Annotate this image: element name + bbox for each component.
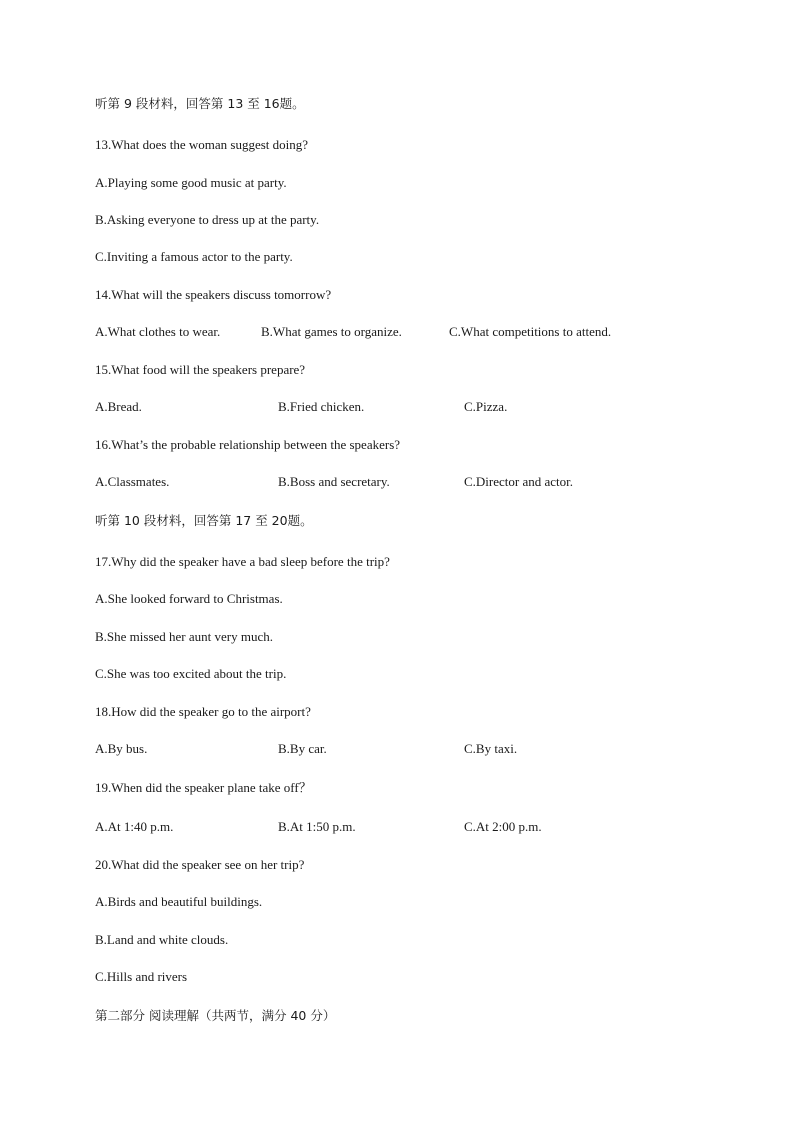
question-15-option-b: B.Fried chicken. [278, 399, 365, 414]
question-19-option-a: A.At 1:40 p.m. [95, 819, 174, 834]
question-20-stem: 20.What did the speaker see on her trip? [95, 857, 305, 872]
question-18-option-b: B.By car. [278, 741, 327, 756]
question-18-option-a: A.By bus. [95, 741, 148, 756]
question-19-option-b: B.At 1:50 p.m. [278, 819, 356, 834]
question-20-option-b: B.Land and white clouds. [95, 932, 229, 947]
part-two-heading: 第二部分 阅读理解（共两节，满分 40 分） [95, 1008, 336, 1023]
question-19-stem: 19.When did the speaker plane take off？ [95, 780, 312, 795]
question-17-stem: 17.Why did the speaker have a bad sleep before the trip? [95, 554, 390, 569]
question-18-stem: 18.How did the speaker go to the airport? [95, 704, 311, 719]
question-15-option-c: C.Pizza. [464, 399, 508, 414]
question-13-option-c: C.Inviting a famous actor to the party. [95, 249, 293, 264]
section-10-instruction: 听第 10 段材料，回答第 17 至 20题。 [95, 513, 313, 528]
question-13-option-a: A.Playing some good music at party. [95, 175, 287, 190]
question-14-option-c: C.What competitions to attend. [449, 324, 612, 339]
question-16-stem: 16.What’s the probable relationship between the speakers? [95, 437, 401, 452]
question-16-option-c: C.Director and actor. [464, 474, 574, 489]
question-16-option-b: B.Boss and secretary. [278, 474, 390, 489]
question-15-option-a: A.Bread. [95, 399, 142, 414]
question-19-option-c: C.At 2:00 p.m. [464, 819, 542, 834]
question-20-option-c: C.Hills and rivers [95, 969, 188, 984]
question-14-option-a: A.What clothes to wear. [95, 324, 221, 339]
question-15-stem: 15.What food will the speakers prepare? [95, 362, 306, 377]
question-20-option-a: A.Birds and beautiful buildings. [95, 894, 263, 909]
question-13-option-b: B.Asking everyone to dress up at the party. [95, 212, 320, 227]
question-16-option-a: A.Classmates. [95, 474, 170, 489]
question-18-option-c: C.By taxi. [464, 741, 518, 756]
question-17-option-c: C.She was too excited about the trip. [95, 666, 287, 681]
question-14-stem: 14.What will the speakers discuss tomorrow? [95, 287, 332, 302]
question-14-option-b: B.What games to organize. [261, 324, 402, 339]
question-13-stem: 13.What does the woman suggest doing? [95, 137, 309, 152]
question-17-option-a: A.She looked forward to Christmas. [95, 591, 283, 606]
section-9-instruction: 听第 9 段材料，回答第 13 至 16题。 [95, 96, 305, 111]
question-17-option-b: B.She missed her aunt very much. [95, 629, 273, 644]
